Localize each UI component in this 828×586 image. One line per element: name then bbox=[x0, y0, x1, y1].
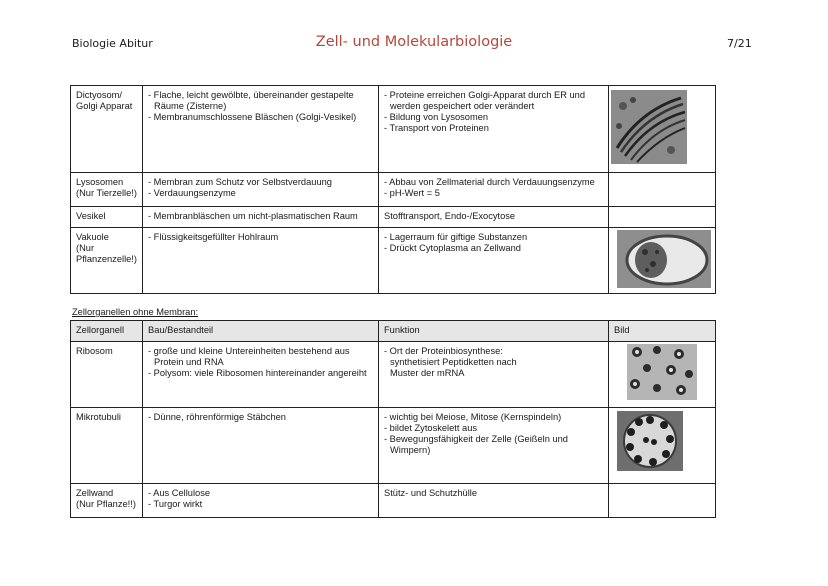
organelle-name: Dictyosom/ Golgi Apparat bbox=[71, 86, 143, 173]
organelles-with-membrane-table bbox=[70, 85, 716, 294]
table-row bbox=[71, 342, 716, 408]
page-title: Zell- und Molekularbiologie bbox=[315, 34, 513, 50]
column-header: Funktion bbox=[379, 321, 609, 342]
structure-cell: - Membranbläschen um nicht-plasmatischen Raum bbox=[143, 207, 379, 228]
organelle-name: Vakuole (Nur Pflanzenzelle!) bbox=[71, 228, 143, 294]
function-cell: - Ort der Proteinbiosynthese: synthetisiert Peptidketten nach Muster der mRNA bbox=[379, 342, 609, 408]
structure-cell: - Aus Cellulose - Turgor wirkt bbox=[143, 484, 379, 518]
image-cell bbox=[609, 86, 716, 173]
image-cell bbox=[609, 228, 716, 294]
microtubule-cross-section-image bbox=[617, 411, 683, 471]
image-cell bbox=[609, 484, 716, 518]
column-header: Bau/Bestandteil bbox=[143, 321, 379, 342]
column-header: Zellorganell bbox=[71, 321, 143, 342]
organelle-name: Zellwand (Nur Pflanze!!) bbox=[71, 484, 143, 518]
image-cell bbox=[609, 207, 716, 228]
table-row bbox=[71, 86, 716, 173]
table-header-row bbox=[71, 321, 716, 342]
structure-cell: - Flüssigkeitsgefüllter Hohlraum bbox=[143, 228, 379, 294]
organelles-without-membrane-table bbox=[70, 320, 716, 518]
section-label: Zellorganellen ohne Membran: bbox=[72, 307, 199, 317]
vacuole-micrograph-image bbox=[617, 230, 711, 288]
structure-cell: - große und kleine Untereinheiten bestehend aus Protein und RNA - Polysom: viele Ribosomen hintereinander angereiht bbox=[143, 342, 379, 408]
structure-cell: - Dünne, röhrenförmige Stäbchen bbox=[143, 408, 379, 484]
function-cell: Stofftransport, Endo-/Exocytose bbox=[379, 207, 609, 228]
page-number: 7/21 bbox=[727, 37, 752, 50]
image-cell bbox=[609, 342, 716, 408]
function-cell: - Lagerraum für giftige Substanzen - Drückt Cytoplasma an Zellwand bbox=[379, 228, 609, 294]
golgi-micrograph-image bbox=[611, 90, 687, 164]
organelle-name: Mikrotubuli bbox=[71, 408, 143, 484]
image-cell bbox=[609, 408, 716, 484]
function-cell: - Abbau von Zellmaterial durch Verdauungsenzyme - pH-Wert = 5 bbox=[379, 173, 609, 207]
table-row bbox=[71, 484, 716, 518]
function-cell: - Proteine erreichen Golgi-Apparat durch ER und werden gespeichert oder verändert - Bildung von Lysosomen - Transport von Proteinen bbox=[379, 86, 609, 173]
organelle-name: Lysosomen (Nur Tierzelle!) bbox=[71, 173, 143, 207]
function-cell: Stütz- und Schutzhülle bbox=[379, 484, 609, 518]
structure-cell: - Flache, leicht gewölbte, übereinander gestapelte Räume (Zisterne) - Membranumschlossene Bläschen (Golgi-Vesikel) bbox=[143, 86, 379, 173]
structure-cell: - Membran zum Schutz vor Selbstverdauung - Verdauungsenzyme bbox=[143, 173, 379, 207]
ribosome-micrograph-image bbox=[627, 344, 697, 400]
image-cell bbox=[609, 173, 716, 207]
column-header: Bild bbox=[609, 321, 716, 342]
table-row bbox=[71, 173, 716, 207]
table-row bbox=[71, 408, 716, 484]
table-row bbox=[71, 207, 716, 228]
subject-label: Biologie Abitur bbox=[72, 37, 153, 50]
organelle-name: Vesikel bbox=[71, 207, 143, 228]
table-row bbox=[71, 228, 716, 294]
function-cell: - wichtig bei Meiose, Mitose (Kernspindeln) - bildet Zytoskelett aus - Bewegungsfähigkeit der Zelle (Geißeln und Wimpern) bbox=[379, 408, 609, 484]
organelle-name: Ribosom bbox=[71, 342, 143, 408]
